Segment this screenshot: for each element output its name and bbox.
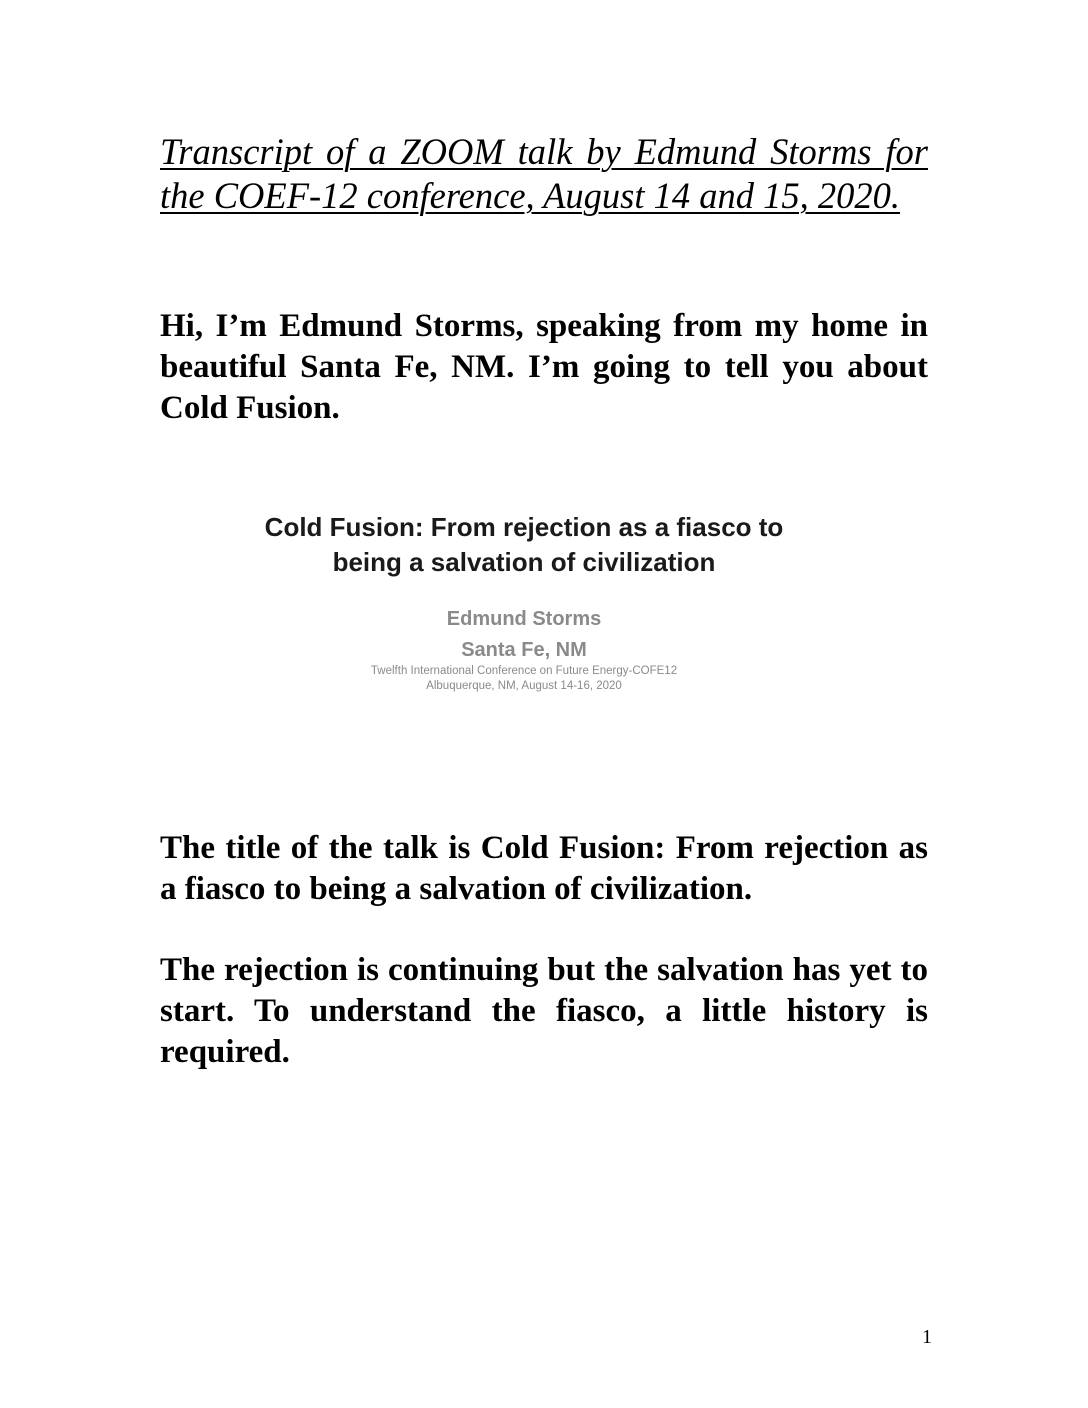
rejection-paragraph: The rejection is continuing but the salvation has yet to start. To understand the fiasco, a little history is required.	[160, 952, 928, 1070]
title-paragraph: The title of the talk is Cold Fusion: From rejection as a fiasco to being a salvation of civilization.	[160, 830, 928, 907]
slide-author: Edmund Storms	[446, 608, 602, 630]
intro-paragraph: Hi, I’m Edmund Storms, speaking from my home in beautiful Santa Fe, NM. I’m going to tell you about Cold Fusion.	[160, 308, 928, 426]
title-slide-image	[260, 510, 788, 750]
slide-conference: Twelfth International Conference on Future Energy-COFE12	[370, 665, 678, 677]
page-number: 1	[922, 1326, 932, 1348]
transcript-heading: Transcript of a ZOOM talk by Edmund Storms for the COEF-12 conference, August 14 and 15, 2020.	[160, 131, 928, 216]
slide-venue-date: Albuquerque, NM, August 14-16, 2020	[426, 680, 622, 692]
slide-location: Santa Fe, NM	[461, 639, 587, 661]
slide-title: Cold Fusion: From rejection as a fiasco to being a salvation of civilization	[264, 512, 784, 577]
